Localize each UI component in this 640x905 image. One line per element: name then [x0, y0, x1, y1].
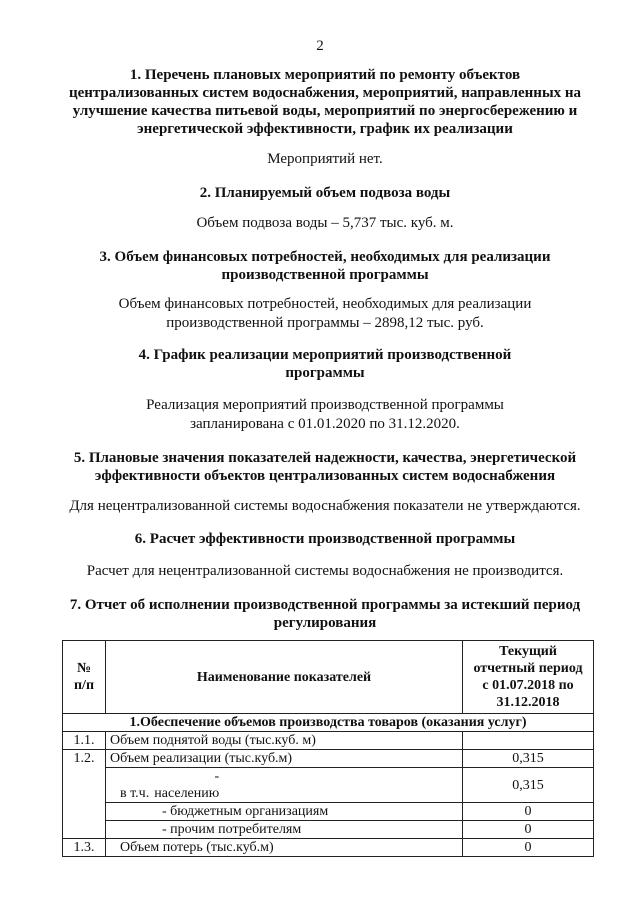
table-row: [63, 821, 594, 839]
section-6-title: 6. Расчет эффективности производственной программы: [134, 531, 516, 547]
row-subname: - населению: [154, 769, 220, 801]
header-period: [463, 641, 594, 714]
text-line: Объем финансовых потребностей, необходимых для реализации: [118, 296, 532, 312]
row-number: 1.3.: [63, 839, 106, 857]
row-value: 0: [463, 803, 594, 821]
text-line: производственной программы – 2898,12 тыс. руб.: [166, 315, 484, 331]
section-5-text: Для нецентрализованной системы водоснабжения показатели не утверждаются.: [69, 498, 581, 514]
section-5-title: [20, 449, 630, 485]
title-line: 1. Перечень плановых мероприятий по ремонту объектов: [129, 67, 521, 83]
section-1-heading: 1.Обеспечение объемов производства товаров (оказания услуг): [63, 714, 594, 732]
row-value: 0,315: [463, 768, 594, 803]
text-line: Реализация мероприятий производственной программы: [146, 397, 504, 413]
row-name: Объем потерь (тыс.куб.м): [106, 839, 463, 857]
title-line: производственной программы: [221, 267, 429, 283]
title-line: 3. Объем финансовых потребностей, необходимых для реализации: [99, 249, 551, 265]
header-line: Текущий: [499, 644, 557, 659]
table-row: [63, 839, 594, 857]
title-line: программы: [285, 365, 365, 381]
table-row: [63, 768, 594, 803]
table-row: [63, 732, 594, 750]
title-line: 5. Плановые значения показателей надежности, качества, энергетической: [73, 450, 577, 466]
header-line: с 01.07.2018 по: [482, 678, 574, 693]
header-number: [63, 641, 106, 714]
section-4-text: [40, 396, 610, 434]
table-header-row: [63, 641, 594, 714]
table-section-row: [63, 714, 594, 732]
title-line: 7. Отчет об исполнении производственной программы за истекший период: [69, 597, 581, 613]
section-1-title: [40, 66, 610, 138]
row-number: 1.1.: [63, 732, 106, 750]
header-name: Наименование показателей: [106, 641, 463, 714]
section-3-title: [40, 248, 610, 284]
row-name: [106, 768, 463, 803]
title-line: централизованных систем водоснабжения, мероприятий, направленных на: [68, 85, 582, 101]
page-number: 2: [316, 38, 324, 54]
section-2-text: Объем подвоза воды – 5,737 тыс. куб. м.: [196, 215, 454, 231]
row-name: Объем поднятой воды (тыс.куб. м): [106, 732, 463, 750]
section-1-text: Мероприятий нет.: [267, 151, 383, 167]
header-line: 31.12.2018: [496, 695, 560, 710]
row-value: 0: [463, 839, 594, 857]
title-line: регулирования: [273, 615, 377, 631]
report-table: [62, 640, 594, 857]
title-line: улучшение качества питьевой воды, мероприятий по энергосбережению и: [72, 103, 578, 119]
row-number: 1.2.: [63, 750, 106, 839]
section-3-text: [40, 295, 610, 333]
row-name: - бюджетным организациям: [106, 803, 463, 821]
row-name: - прочим потребителям: [106, 821, 463, 839]
row-value: 0,315: [463, 750, 594, 768]
row-value: 0: [463, 821, 594, 839]
section-4-title: [40, 346, 610, 382]
section-7-title: [20, 596, 630, 632]
title-line: энергетической эффективности, график их реализации: [137, 121, 513, 137]
row-prefix: в т.ч.: [120, 786, 150, 801]
table-row: [63, 803, 594, 821]
row-name: Объем реализации (тыс.куб.м): [106, 750, 463, 768]
header-line: отчетный период: [473, 661, 583, 676]
header-line: №: [76, 661, 92, 676]
header-line: п/п: [73, 678, 95, 693]
section-2-title: 2. Планируемый объем подвоза воды: [199, 185, 451, 201]
section-6-text: Расчет для нецентрализованной системы водоснабжения не производится.: [86, 563, 564, 579]
text-line: запланирована с 01.01.2020 по 31.12.2020.: [190, 416, 460, 432]
row-value: [463, 732, 594, 750]
title-line: 4. График реализации мероприятий производственной: [138, 347, 512, 363]
title-line: эффективности объектов централизованных систем водоснабжения: [94, 468, 556, 484]
table-row: [63, 750, 594, 768]
